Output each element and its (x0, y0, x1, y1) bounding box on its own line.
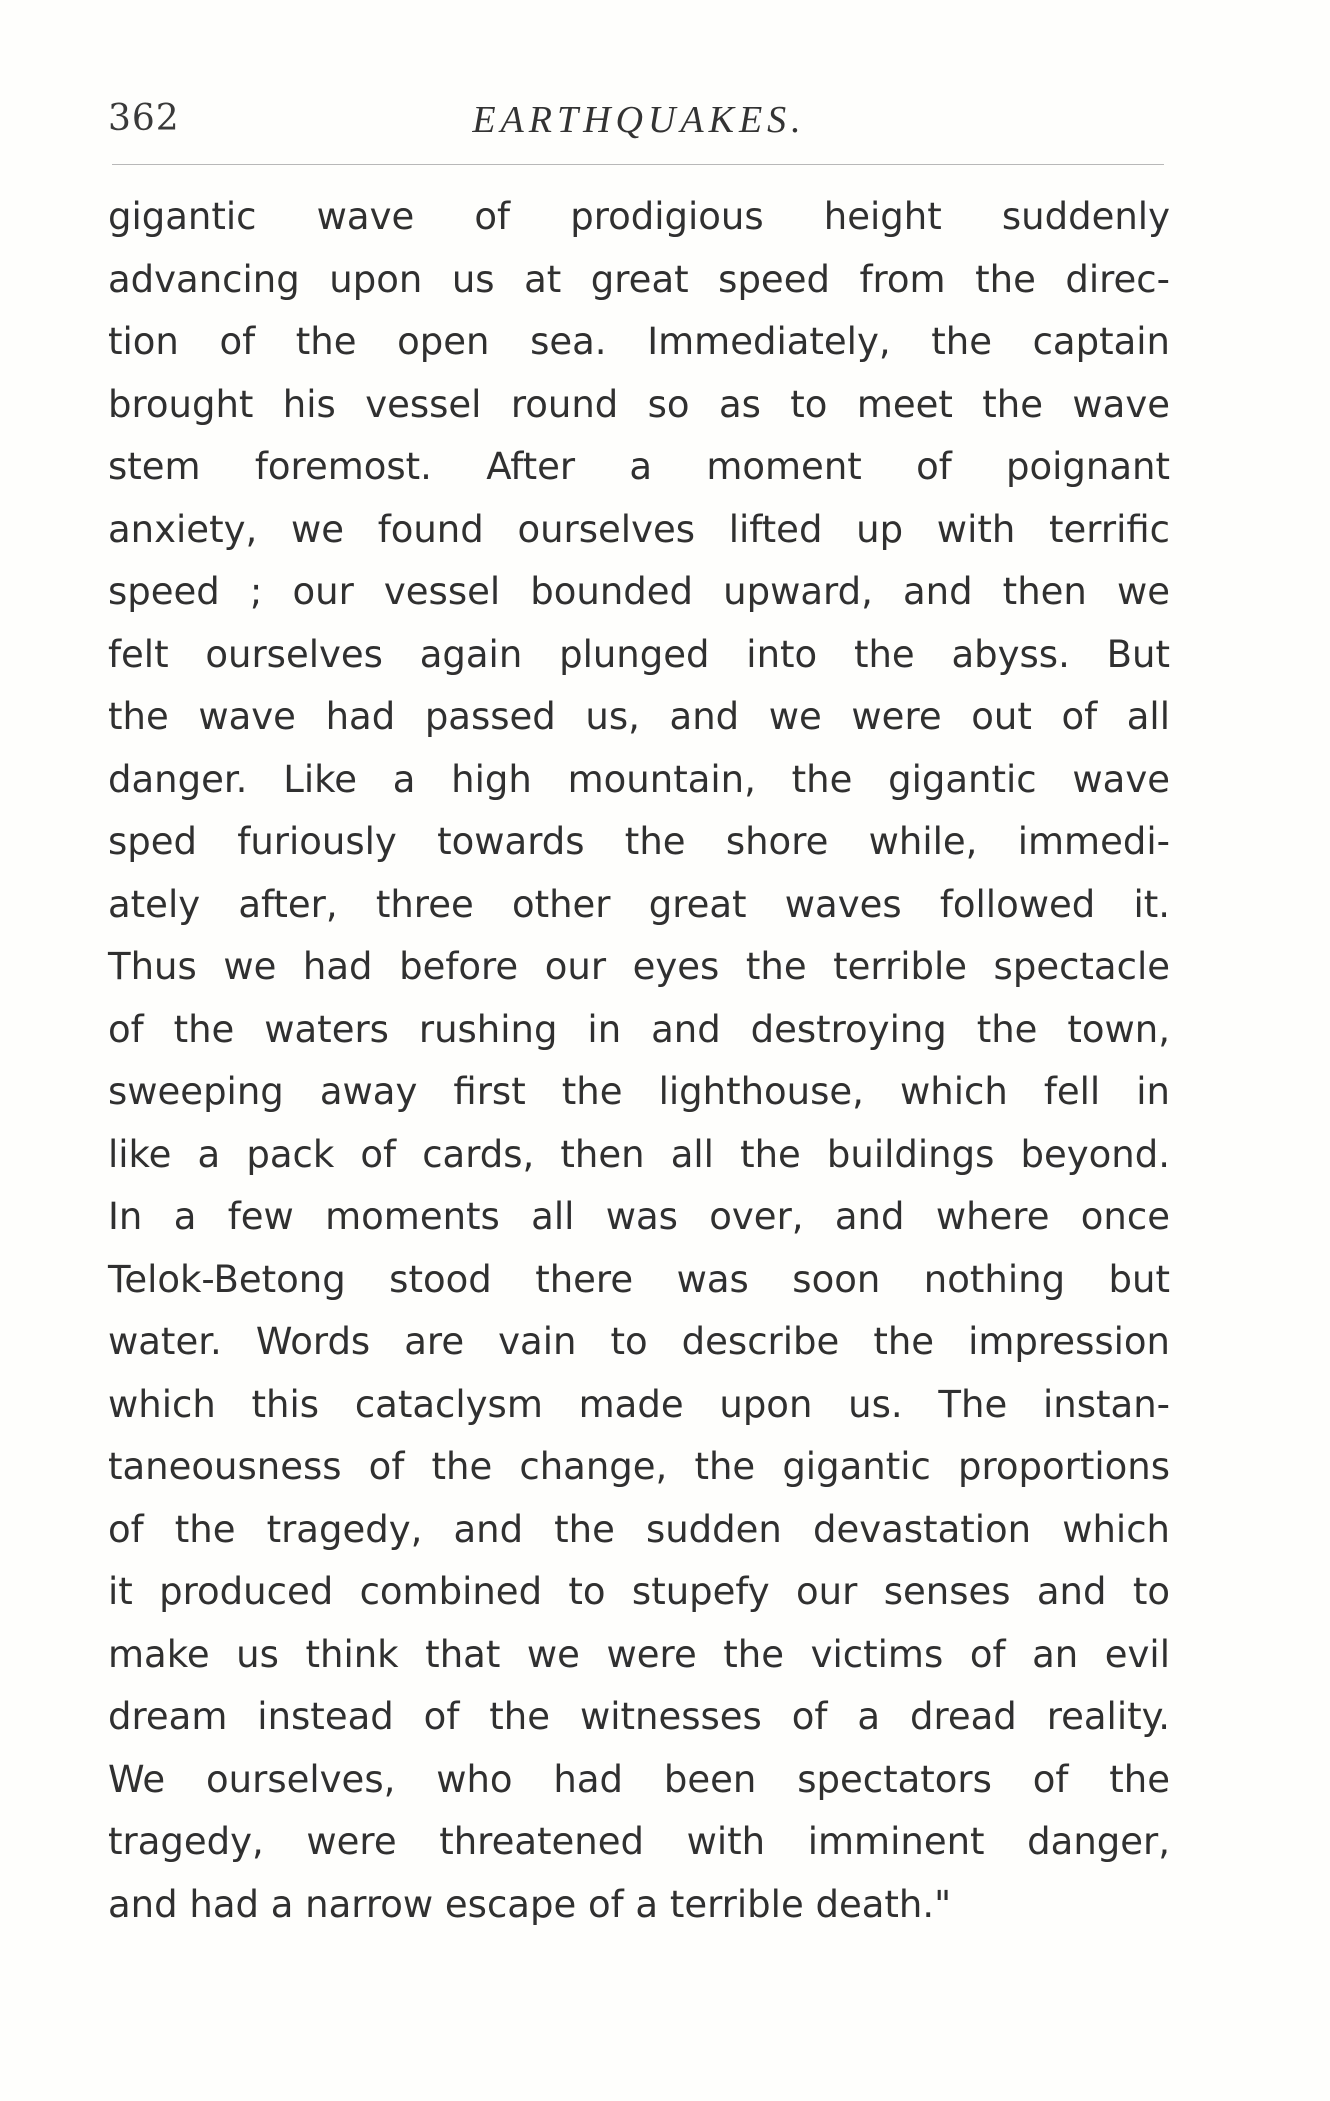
text-line: which this cataclysm made upon us. The instan- (108, 1382, 1170, 1426)
body-text (108, 186, 1170, 1936)
text-line: water. Words are vain to describe the impression (108, 1320, 1170, 1363)
text-line: the wave had passed us, and we were out of all (108, 695, 1170, 738)
text-line: danger. Like a high mountain, the gigantic wave (108, 757, 1170, 801)
text-line: advancing upon us at great speed from the direc- (108, 257, 1170, 301)
text-line: it produced combined to stupefy our senses and to (108, 1570, 1170, 1613)
text-line: ately after, three other great waves followed it. (108, 882, 1170, 926)
text-line: and had a narrow escape of a terrible death." (108, 1882, 952, 1926)
text-line: gigantic wave of prodigious height suddenly (108, 195, 1170, 238)
header-rule (112, 164, 1164, 165)
text-line: tragedy, were threatened with imminent danger, (108, 1820, 1170, 1863)
text-line: stem foremost. After a moment of poignant (108, 445, 1170, 488)
text-line: felt ourselves again plunged into the abyss. But (108, 632, 1170, 676)
text-line: brought his vessel round so as to meet the wave (108, 382, 1170, 426)
text-line: tion of the open sea. Immediately, the captain (108, 320, 1170, 363)
text-line: like a pack of cards, then all the buildings beyond. (108, 1132, 1170, 1176)
running-head (108, 98, 1170, 146)
text-line: speed ; our vessel bounded upward, and then we (108, 570, 1170, 613)
text-line: of the tragedy, and the sudden devastation which (108, 1507, 1170, 1551)
page-number: 362 (108, 98, 180, 139)
text-line: Thus we had before our eyes the terrible spectacle (108, 945, 1170, 988)
text-line: In a few moments all was over, and where once (108, 1195, 1170, 1238)
text-line: sweeping away first the lighthouse, which fell in (108, 1070, 1170, 1113)
text-line: taneousness of the change, the gigantic proportions (108, 1445, 1170, 1488)
text-line: sped furiously towards the shore while, immedi- (108, 820, 1170, 863)
text-line: We ourselves, who had been spectators of the (108, 1757, 1170, 1801)
text-line: of the waters rushing in and destroying the town, (108, 1007, 1170, 1051)
text-line: anxiety, we found ourselves lifted up with terrific (108, 507, 1170, 551)
running-title: EARTHQUAKES. (472, 99, 806, 141)
text-line: make us think that we were the victims of an evil (108, 1632, 1170, 1676)
text-line: Telok-Betong stood there was soon nothing but (108, 1257, 1170, 1301)
text-line: dream instead of the witnesses of a dread reality. (108, 1695, 1170, 1738)
